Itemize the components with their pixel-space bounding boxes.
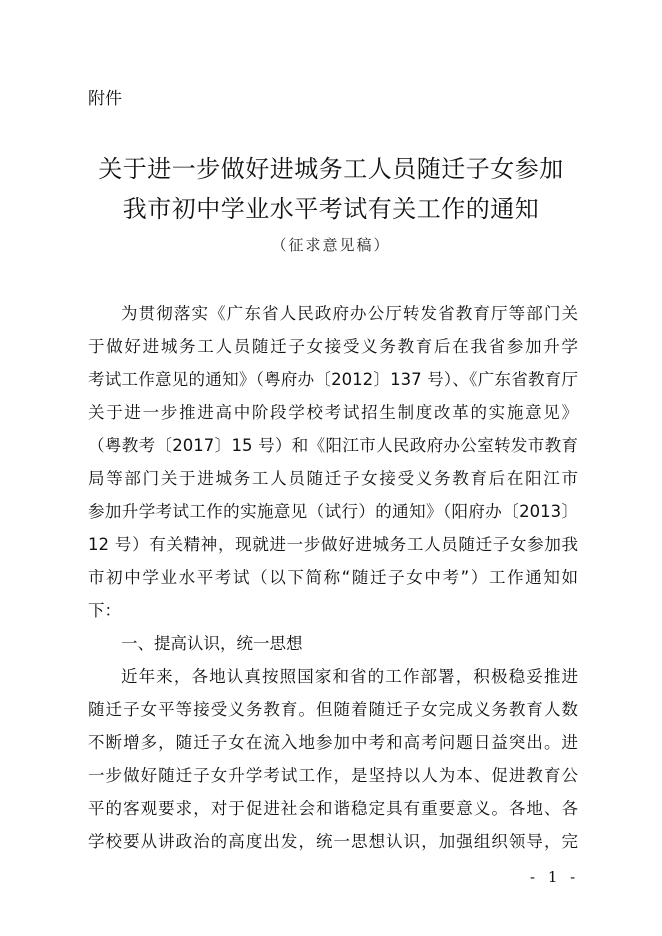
body-line-14: 不断增多，随迁子女在流入地参加中考和高考问题日益突出。进	[88, 733, 578, 752]
page-number: - 1 -	[530, 868, 580, 886]
body-line-16: 平的客观要求，对于促进社会和谐稳定具有重要意义。各地、各	[88, 799, 578, 818]
body-line-9: 市初中学业水平考试（以下简称“随迁子女中考”）工作通知如	[88, 568, 578, 587]
body-line-10: 下：	[88, 601, 121, 620]
body-line-12: 近年来，各地认真按照国家和省的工作部署，积极稳妥推进	[121, 667, 578, 686]
body-line-3: 考试工作意见的通知》（粤府办〔2012〕137 号）、《广东省教育厅	[88, 370, 578, 389]
body-line-15: 一步做好随迁子女升学考试工作，是坚持以人为本、促进教育公	[88, 766, 578, 785]
body-line-6: 局等部门关于进城务工人员随迁子女接受义务教育后在阳江市	[88, 469, 578, 488]
body-line-1: 为贯彻落实《广东省人民政府办公厅转发省教育厅等部门关	[121, 304, 578, 323]
body-line-4: 关于进一步推进高中阶段学校考试招生制度改革的实施意见》	[88, 403, 578, 422]
body-line-7: 参加升学考试工作的实施意见（试行）的通知》（阳府办〔2013〕	[88, 502, 578, 521]
document-title-line-1: 关于进一步做好进城务工人员随迁子女参加	[98, 155, 564, 183]
body-line-13: 随迁子女平等接受义务教育。但随着随迁子女完成义务教育人数	[88, 700, 578, 719]
document-title-line-2: 我市初中学业水平考试有关工作的通知	[122, 195, 540, 223]
body-line-8: 12 号）有关精神，现就进一步做好进城务工人员随迁子女参加我	[88, 535, 578, 554]
section-heading-1: 一、提高认识，统一思想	[121, 634, 303, 653]
body-line-5: （粤教考〔2017〕15 号）和《阳江市人民政府办公室转发市教育	[88, 436, 578, 455]
attachment-label: 附件	[88, 89, 122, 109]
draft-note: （征求意见稿）	[271, 236, 391, 254]
body-line-17: 学校要从讲政治的高度出发，统一思想认识，加强组织领导，完	[88, 832, 578, 851]
body-line-2: 于做好进城务工人员随迁子女接受义务教育后在我省参加升学	[88, 337, 578, 356]
